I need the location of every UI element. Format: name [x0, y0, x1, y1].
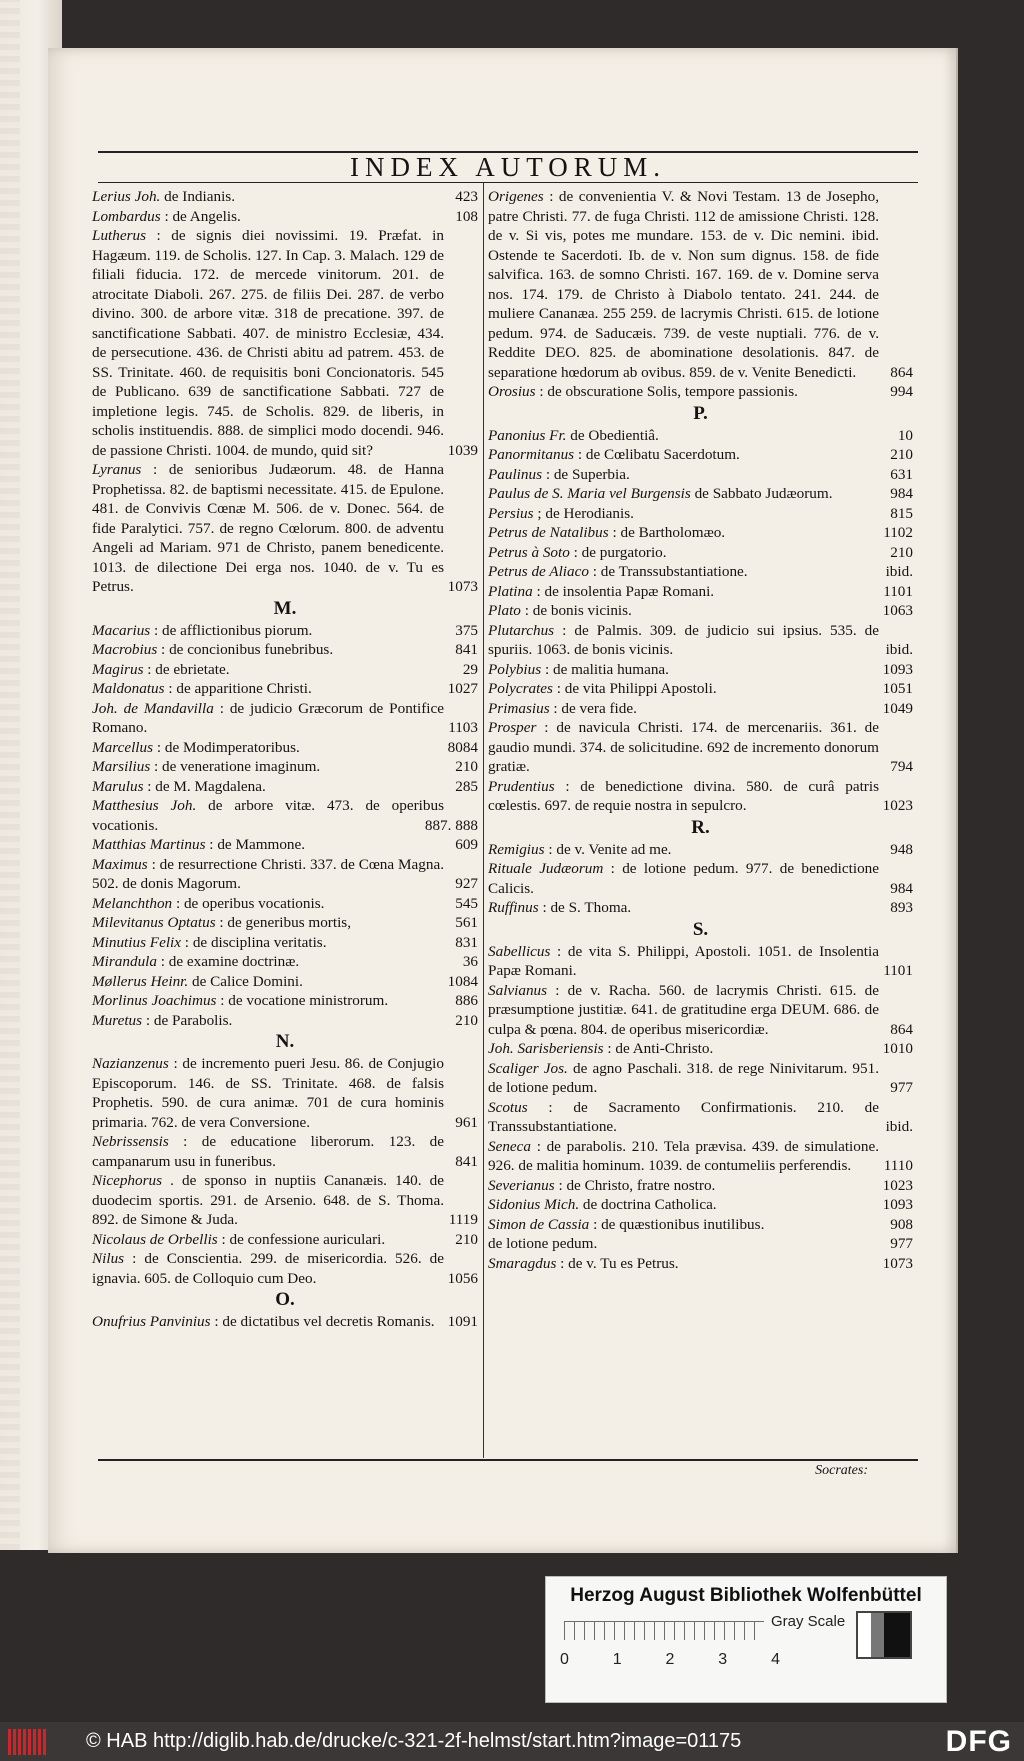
author-name: Mirandula [92, 953, 157, 970]
index-entry [488, 582, 913, 602]
index-entry [488, 1195, 913, 1215]
dfg-logo: DFG [945, 1725, 1012, 1758]
page-reference: 1027 [447, 680, 478, 697]
entry-text: : de confessione auriculari. [217, 1230, 386, 1248]
entry-text: de lotione pedum. [488, 1235, 598, 1252]
author-name: Petrus à Soto [488, 543, 570, 561]
index-entry [92, 777, 478, 797]
page-reference: 994 [890, 383, 913, 400]
index-entry [488, 699, 913, 719]
library-name: Herzog August Bibliothek Wolfenbüttel [570, 1585, 922, 1606]
page-reference: 210 [455, 1011, 478, 1029]
page-reference: 948 [890, 840, 913, 858]
author-name: Nebrissensis [92, 1133, 169, 1150]
index-entry [488, 465, 913, 485]
author-name: Marulus [92, 777, 144, 795]
page-reference: 561 [455, 914, 478, 931]
entry-text: de Indianis. [160, 188, 235, 205]
index-entry [488, 859, 913, 898]
author-name: Matthias Martinus [92, 836, 206, 853]
page-reference: 908 [890, 1215, 913, 1233]
author-name: Rituale Judæorum [488, 860, 604, 877]
page-reference: 8084 [447, 738, 478, 756]
page-reference: 1093 [882, 1196, 913, 1213]
index-entry [92, 835, 478, 855]
entry-text: : de vita Philippi Apostoli. [552, 680, 717, 697]
source-url[interactable]: © HAB http://diglib.hab.de/drucke/c-321-2f-helmst/start.htm?image=01175 [86, 1730, 742, 1752]
author-name: Sabellicus [488, 942, 551, 960]
entry-text: : de signis diei novissimi. 19. Præfat. in Hagæum. 119. de Scholis. 127. In Cap. 3. Malach. 129 de filiali fiducia. 172. de mercede vinitorum. 201. de atrocitate Diaboli. 267. 275. de filiis Dei. 287. de verbo divino. 300. de arbore vitæ. 318 de precatione. 397. de sanctificatione Sabbati. 407. de ministro Ecclesiæ, 434. de persecutione. 436. de Christi abitu ad patrem. 453. de SS. Trinitate. 460. de requisitis boni Concionatoris. 545 de Publicano. 639 de sanctificatione Sabbati. 727 de impletione legis. 745. de Scholis. 829. de liberis, in scholis instituendis. 888. de simplici modo docendi. 946. de passione Christi. 1004. de mundo, quid sit? [92, 227, 444, 459]
index-entry [488, 187, 913, 382]
author-name: Prudentius [488, 777, 555, 795]
page-reference: ibid. [885, 641, 913, 658]
page-reference: 1010 [882, 1040, 913, 1057]
entry-text: : de Sacramento Confirmationis. 210. de Transsubstantiatione. [488, 1098, 879, 1135]
entry-text: : de senioribus Judæorum. 48. de Hanna Prophetissa. 82. de baptismi necessitate. 415. de Epulone. 481. de Convivis Cœnæ M. 506. de v. Donec. 564. de fide Paralytici. 757. de regno Cœlorum. 800. de adventu Angeli ad Mariam. 971 de Christo, panem benedicente. 1013. de dilectione Dei erga nos. 1040. de v. Tu es Petrus. [92, 461, 444, 595]
title-rule [98, 182, 918, 183]
gray-scale-swatch-icon [856, 1611, 912, 1659]
page-reference: ibid. [885, 1118, 913, 1135]
entry-text: : de benedictione divina. 580. de curâ patris cœlestis. 697. de requie nostra in sepulcro. [488, 777, 879, 814]
ruler-tick: 1 [612, 1651, 622, 1668]
ruler-tick: 2 [665, 1651, 675, 1668]
entry-text: : de resurrectione Christi. 337. de Cœna Magna. 502. de donis Magorum. [92, 855, 444, 892]
author-name: Seneca [488, 1137, 532, 1155]
index-column-left [92, 187, 478, 1332]
entry-text: : de Cœlibatu Sacerdotum. [574, 446, 740, 463]
page-reference: ibid. [885, 563, 913, 580]
author-name: Petrus de Natalibus [488, 524, 609, 541]
entry-text: de doctrina Catholica. [579, 1196, 717, 1213]
ruler-tick: 4 [771, 1651, 780, 1668]
entry-text: : de Mammone. [205, 836, 306, 853]
index-entry [488, 1215, 913, 1235]
index-entry [488, 621, 913, 660]
entry-text: : de operibus vocationis. [172, 894, 325, 912]
ruler-ticks [560, 1651, 780, 1669]
index-entry [92, 640, 478, 660]
author-name: Origenes [488, 188, 544, 205]
entry-text: : de parabolis. 210. Tela prævisa. 439. de simulatione. 926. de malitia hominum. 1039. de contumeliis perferendis. [488, 1137, 879, 1174]
page-reference: 210 [455, 758, 478, 775]
author-name: Maldonatus [92, 680, 165, 697]
index-entry [488, 840, 913, 860]
author-name: Salvianus [488, 981, 548, 999]
page-reference: 864 [890, 363, 913, 381]
index-entry [92, 738, 478, 758]
entry-text: : de Palmis. 309. de judicio sui ipsius. 535. de spuriis. 1063. de bonis vicinis. [488, 621, 879, 658]
entry-text: : de ebrietate. [143, 660, 230, 678]
ruler-tick: 0 [560, 1651, 569, 1668]
author-name: Matthesius Joh. [92, 797, 197, 814]
author-name: Primasius [488, 699, 550, 717]
index-entry [92, 972, 478, 992]
section-letter: N. [275, 1031, 295, 1052]
entry-text: : de M. Magdalena. [143, 777, 266, 795]
entry-text: : de Modimperatoribus. [153, 738, 300, 756]
page-reference: 887. 888 [424, 816, 478, 834]
author-name: Smaragdus [488, 1254, 557, 1272]
page-reference: 841 [455, 641, 478, 658]
author-name: Morlinus Joachimus [92, 992, 217, 1009]
entry-text: : de concionibus funebribus. [157, 641, 334, 658]
author-name: Plato [488, 602, 521, 619]
index-entry [488, 426, 913, 446]
index-entry [92, 1249, 478, 1288]
section-letter: S. [692, 918, 709, 940]
page-reference: 1119 [448, 1211, 478, 1228]
author-name: Marsilius [92, 758, 151, 775]
entry-text: : de Conscientia. 299. de misericordia. 526. de ignavia. 605. de Colloquio cum Deo. [92, 1250, 444, 1287]
page-reference: 1101 [883, 962, 913, 979]
index-entry [92, 991, 478, 1011]
author-name: Lyranus [92, 461, 142, 478]
index-entry [488, 898, 913, 918]
index-entry [92, 1054, 478, 1132]
column-divider [483, 183, 484, 1458]
author-name: Severianus [488, 1176, 555, 1194]
page-reference: 1093 [882, 660, 913, 678]
page-reference: 210 [455, 1230, 478, 1248]
entry-text: : de Superbia. [542, 465, 630, 483]
author-name: Sidonius Mich. [488, 1196, 580, 1213]
author-name: Remigius [488, 840, 545, 858]
entry-text: : de insolentia Papæ Romani. [532, 582, 715, 600]
author-name: Lombardus [92, 207, 161, 225]
index-entry [92, 621, 478, 641]
author-name: Paulinus [488, 465, 543, 483]
gray-scale-label: Gray Scale [771, 1613, 846, 1630]
entry-text: de agno Paschali. 318. de rege Ninivitarum. 951. de lotione pedum. [488, 1059, 879, 1096]
page-title: INDEX AUTORUM. [349, 152, 666, 182]
index-entry [488, 484, 913, 504]
page-reference: 423 [455, 188, 478, 205]
entry-text: de arbore vitæ. 473. de operibus vocationis. [92, 797, 444, 834]
author-name: Nicephorus [92, 1172, 163, 1189]
entry-text: : de Christo, fratre nostro. [554, 1176, 716, 1194]
index-entry [488, 660, 913, 680]
section-letter: R. [691, 816, 710, 838]
author-name: Lerius Joh. [92, 188, 161, 205]
page-reference: 36 [462, 953, 478, 970]
entry-text: : de v. Racha. 560. de lacrymis Christi. 615. de præsumptione justitiæ. 641. de gratitudine erga DEUM. 686. de culpa & pœna. 804. de operibus misericordiæ. [488, 981, 879, 1038]
page-reference: 545 [455, 894, 478, 912]
index-entry [92, 894, 478, 914]
index-entry [488, 543, 913, 563]
entry-text: : de apparitione Christi. [164, 680, 312, 697]
page-reference: 977 [890, 1235, 913, 1252]
index-entry [92, 460, 478, 597]
section-letter: M. [273, 597, 297, 619]
author-name: Milevitanus Optatus [92, 914, 216, 931]
entry-text: : de Angelis. [160, 207, 241, 225]
author-name: Ruffinus [488, 899, 539, 916]
catchword: Socrates: [815, 1463, 868, 1478]
page-reference: 29 [462, 660, 478, 678]
footer-rule [98, 1459, 918, 1461]
page-reference: 1073 [447, 578, 478, 595]
page-reference: 864 [890, 1020, 913, 1038]
page-reference: 984 [890, 485, 913, 502]
page-reference: 210 [890, 543, 913, 561]
index-entry [488, 679, 913, 699]
index-entry [488, 523, 913, 543]
index-entry [92, 952, 478, 972]
author-name: Polybius [488, 660, 542, 678]
page-reference: 815 [890, 504, 913, 522]
author-name: Plutarchus [488, 621, 555, 639]
author-name: Minutius Felix [92, 933, 181, 951]
page-reference: 927 [455, 875, 478, 892]
page-reference: 108 [455, 207, 478, 225]
index-entry [488, 382, 913, 402]
section-letter: P. [693, 402, 708, 424]
page-reference: 1023 [882, 1176, 913, 1194]
entry-text: : de lotione pedum. 977. de benedictione Calicis. [488, 860, 879, 897]
library-color-chart [545, 1576, 947, 1703]
page-reference: 1049 [882, 699, 913, 717]
page-reference: 210 [890, 446, 913, 463]
index-entry [488, 981, 913, 1040]
index-entry [488, 1137, 913, 1176]
index-entry [92, 1171, 478, 1230]
page-reference: 1103 [448, 719, 478, 736]
author-name: Melanchthon [92, 894, 173, 912]
index-entry [92, 226, 478, 460]
entry-text: : de Parabolis. [142, 1011, 233, 1029]
author-name: Møllerus Heinr. [92, 972, 189, 990]
author-name: Prosper [488, 719, 537, 736]
page-reference: 375 [455, 621, 478, 639]
page-edge-shading [0, 0, 20, 1550]
author-name: Panonius Fr. [488, 426, 567, 444]
entry-text: : de generibus mortis, [215, 914, 352, 931]
section-letter: O. [275, 1289, 295, 1310]
entry-text: : de quæstionibus inutilibus. [589, 1215, 765, 1233]
ruler-icon [564, 1621, 764, 1640]
author-name: Polycrates [488, 680, 553, 697]
entry-text: : de dictatibus vel decretis Romanis. [210, 1313, 435, 1330]
index-entry [488, 601, 913, 621]
entry-text: de Sabbato Judæorum. [690, 485, 833, 502]
page-reference: 841 [455, 1152, 478, 1170]
index-entry [92, 757, 478, 777]
ruler-tick: 3 [718, 1651, 728, 1668]
page-reference: 1073 [882, 1254, 913, 1272]
index-entry [488, 1039, 913, 1059]
index-entry [92, 187, 478, 207]
author-name: Lutherus [92, 227, 147, 244]
page-reference: 984 [890, 879, 913, 897]
author-name: Petrus de Aliaco [488, 563, 589, 580]
entry-text: . de sponso in nuptiis Cananæis. 140. de duodecim sportis. 291. de Arsenio. 648. de S. Thoma. 892. de Simone & Juda. [92, 1172, 444, 1228]
hab-logo-icon [8, 1729, 46, 1755]
page-reference: 1039 [447, 441, 478, 459]
entry-text: : de convenientia V. & Novi Testam. 13 de Josepho, patre Christi. 77. de fuga Christi. 112 de amissione Christi. 128. de v. Si vis, potes me mundare. 153. de v. Dic nemini. ibid. Ostende te Sacerdoti. Ib. de v. Non sum dignus. 158. de fide salvifica. 163. de somno Christi. 167. 169. de v. Domine serva nos. 174. 179. de Christo à Diabolo tentato. 241. 244. de muliere Cananæa. 255 259. de lacrymis Christi. 615. de lotione pedum. 974. de Saducæis. 739. de veste nuptiali. 776. de v. Reddite DEO. 825. de abominatione desolationis. 847. de separatione hœdorum ab ovibus. 859. de v. Venite Benedicti. [488, 188, 879, 381]
author-name: Onufrius Panvinius [92, 1313, 211, 1330]
page-reference: 1101 [883, 582, 913, 600]
author-name: Macrobius [92, 641, 158, 658]
page-reference: 794 [890, 758, 913, 775]
entry-text: : de Anti-Christo. [603, 1040, 714, 1057]
author-name: Muretus [92, 1011, 143, 1029]
entry-text: : de vera fide. [549, 699, 637, 717]
page-reference: 285 [455, 777, 478, 795]
book-page [48, 48, 958, 1553]
index-entry [488, 1234, 913, 1254]
page-reference: 1091 [447, 1313, 478, 1330]
index-column-right [488, 187, 913, 1273]
author-name: Panormitanus [488, 446, 575, 463]
entry-text: : de bonis vicinis. [520, 602, 632, 619]
entry-text: de Obedientiâ. [566, 426, 659, 444]
author-name: Scaliger Jos. [488, 1059, 568, 1077]
index-entry [92, 1011, 478, 1031]
author-name: Scotus [488, 1098, 528, 1116]
entry-text: : de vita S. Philippi, Apostoli. 1051. de Insolentia Papæ Romani. [488, 942, 879, 979]
index-entry [488, 942, 913, 981]
index-entry [92, 699, 478, 738]
author-name: Simon de Cassia [488, 1215, 590, 1233]
page-reference: 1023 [882, 797, 913, 814]
index-entry [488, 1254, 913, 1274]
author-name: Magirus [92, 660, 144, 678]
entry-text: : de disciplina veritatis. [181, 933, 327, 951]
index-entry [488, 777, 913, 816]
entry-text: : de judicio Græcorum de Pontifice Romano. [92, 699, 444, 736]
index-entry [92, 913, 478, 933]
index-entry [92, 796, 478, 835]
entry-text: ; de Herodianis. [533, 504, 634, 522]
entry-text: : de examine doctrinæ. [156, 953, 300, 970]
author-name: Nicolaus de Orbellis [92, 1230, 218, 1248]
index-entry [92, 679, 478, 699]
index-entry [92, 207, 478, 227]
page-reference: 886 [455, 992, 478, 1009]
index-entry [488, 1176, 913, 1196]
entry-text: : de veneratione imaginum. [150, 758, 321, 775]
page-reference: 977 [890, 1079, 913, 1096]
author-name: Marcellus [92, 738, 154, 756]
page-reference: 609 [455, 836, 478, 853]
page-reference: 1063 [882, 602, 913, 619]
entry-text: : de Bartholomæo. [608, 524, 726, 541]
entry-text: : de v. Tu es Petrus. [556, 1254, 679, 1272]
page-reference: 961 [455, 1113, 478, 1131]
entry-text: : de navicula Christi. 174. de mercenariis. 361. de gaudio mundi. 374. de solicitudine. 692 de incremento donorum gratiæ. [488, 719, 879, 775]
index-entry [488, 445, 913, 465]
index-entry [488, 718, 913, 777]
author-name: Paulus de S. Maria vel Burgensis [488, 485, 691, 502]
author-name: Macarius [92, 621, 151, 639]
entry-text: : de malitia humana. [541, 660, 669, 678]
entry-text: : de incremento pueri Jesu. 86. de Conjugio Episcoporum. 146. de SS. Trinitate. 468. de falsis Prophetis. 590. de cura animæ. 701 de cura hominis primaria. 762. de vera Conversione. [92, 1055, 444, 1131]
author-name: Nazianzenus [92, 1055, 169, 1072]
author-name: Orosius [488, 383, 536, 400]
entry-text: : de vocatione ministrorum. [216, 992, 389, 1009]
index-entry [92, 1312, 478, 1332]
entry-text: : de afflictionibus piorum. [150, 621, 313, 639]
entry-text: : de purgatorio. [569, 543, 667, 561]
index-entry [488, 1098, 913, 1137]
page-reference: 10 [897, 426, 913, 444]
author-name: Maximus [92, 855, 148, 873]
entry-text: : de v. Venite ad me. [544, 840, 672, 858]
page-reference: 1102 [883, 524, 913, 541]
page-reference: 1084 [447, 972, 478, 990]
page-reference: 831 [455, 933, 478, 951]
page-reference: 893 [890, 899, 913, 916]
index-entry [92, 1230, 478, 1250]
page-reference: 1051 [882, 680, 913, 697]
page-reference: 631 [890, 465, 913, 483]
page-reference: 1056 [447, 1269, 478, 1287]
index-entry [92, 855, 478, 894]
entry-text: de Calice Domini. [188, 972, 303, 990]
entry-text: : de S. Thoma. [538, 899, 632, 916]
index-entry [488, 562, 913, 582]
author-name: Platina [488, 582, 533, 600]
author-name: Persius [488, 504, 534, 522]
page-reference: 1110 [883, 1157, 913, 1174]
author-name: Joh. de Mandavilla [92, 699, 214, 717]
index-entry [92, 933, 478, 953]
entry-text: : de Transsubstantiatione. [588, 563, 748, 580]
index-entry [92, 1132, 478, 1171]
index-entry [92, 660, 478, 680]
entry-text: : de educatione liberorum. 123. de campanarum usu in funeribus. [92, 1133, 444, 1170]
index-entry [488, 504, 913, 524]
index-entry [488, 1059, 913, 1098]
viewer-footer [0, 1722, 1024, 1761]
author-name: Joh. Sarisberiensis [488, 1040, 604, 1057]
author-name: Nilus [92, 1250, 125, 1267]
entry-text: : de obscuratione Solis, tempore passionis. [535, 383, 798, 400]
